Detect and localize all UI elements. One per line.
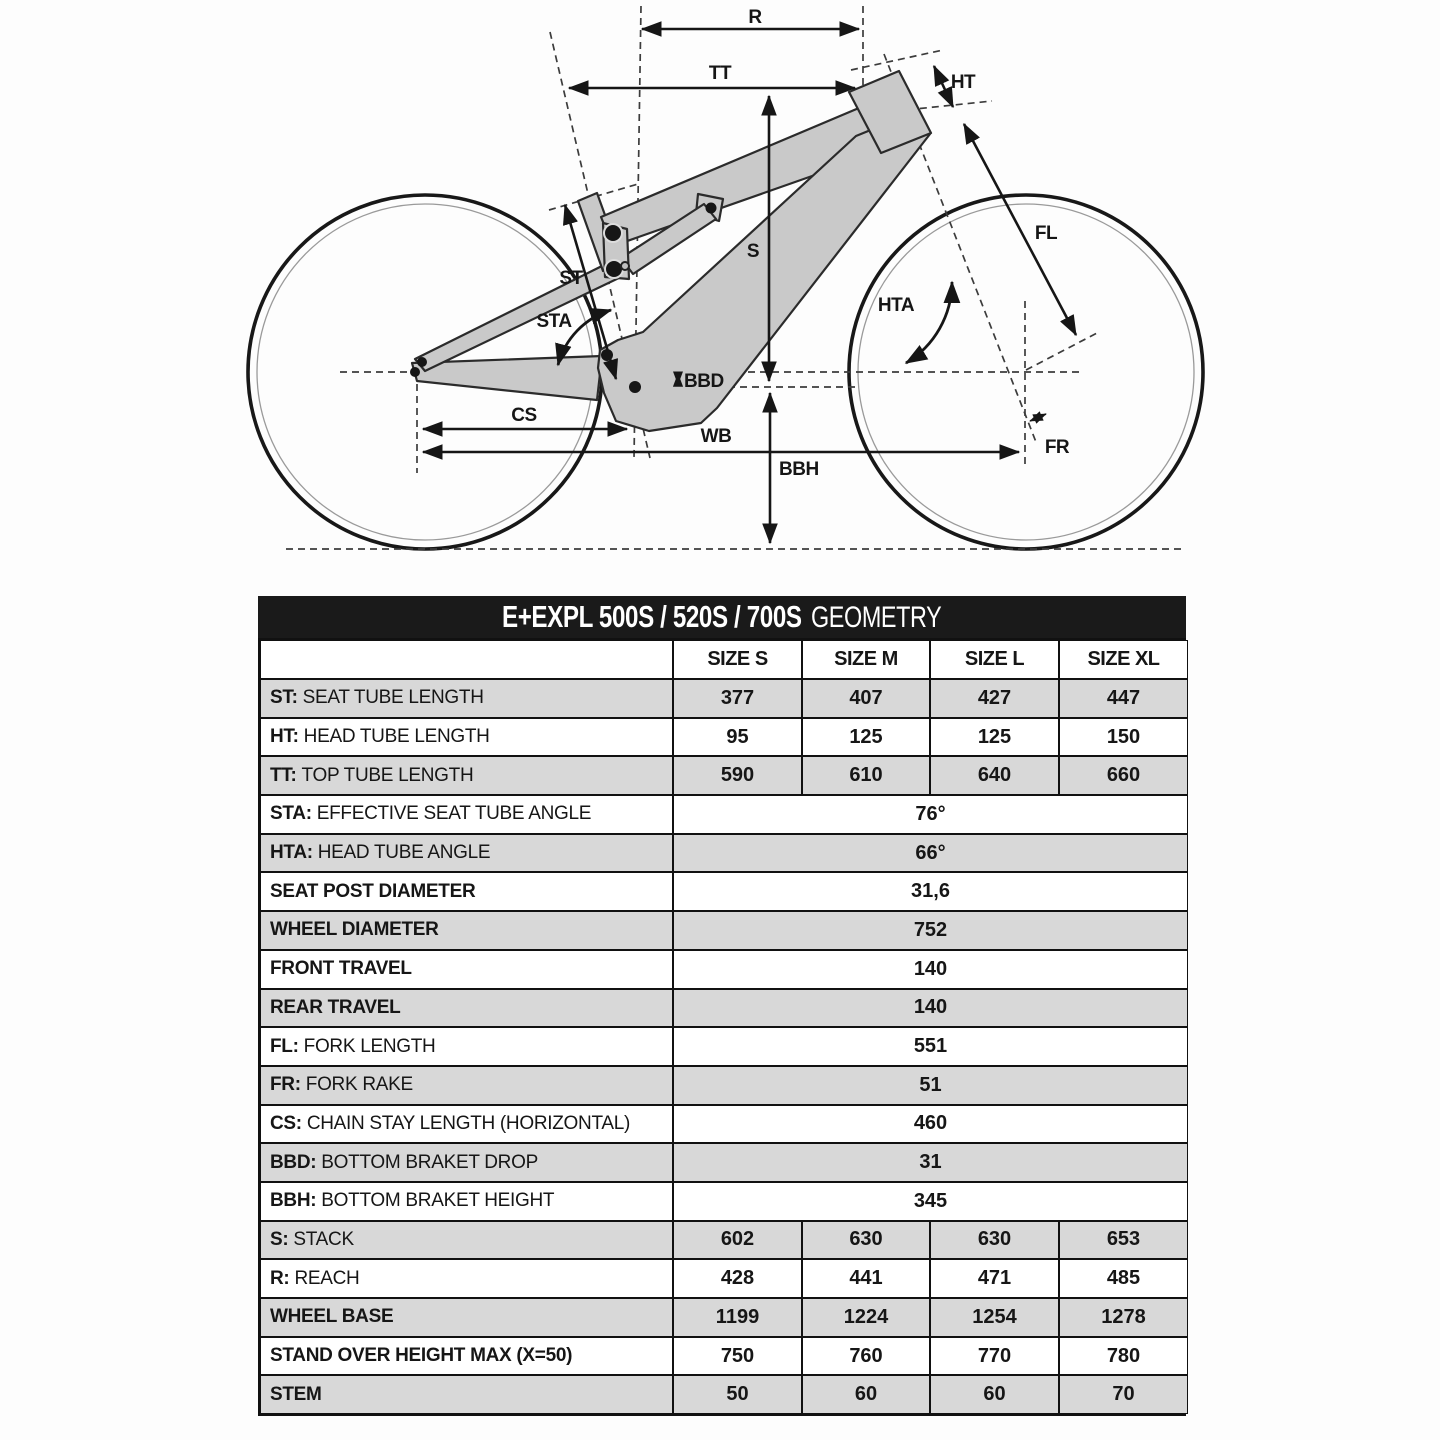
cell-value: 427 <box>930 679 1059 718</box>
cell-value: 1278 <box>1059 1298 1188 1337</box>
cell-value: 602 <box>673 1221 802 1260</box>
cell-value-merged: 76° <box>673 795 1188 834</box>
row-label: ST: SEAT TUBE LENGTH <box>260 679 673 718</box>
lower-pivot <box>605 260 623 278</box>
cell-value: 590 <box>673 756 802 795</box>
row-label: FRONT TRAVEL <box>260 950 673 989</box>
cell-value: 60 <box>930 1375 1059 1414</box>
cell-value: 60 <box>802 1375 930 1414</box>
cell-value-merged: 460 <box>673 1105 1188 1144</box>
cell-value-merged: 31,6 <box>673 872 1188 911</box>
rocker-pivot <box>706 203 717 214</box>
cell-value: 441 <box>802 1259 930 1298</box>
row-label: HT: HEAD TUBE LENGTH <box>260 718 673 757</box>
table-title <box>258 596 1186 638</box>
cell-value: 750 <box>673 1337 802 1376</box>
cell-value: 780 <box>1059 1337 1188 1376</box>
fork-offset-line <box>1026 332 1099 370</box>
cell-value: 1199 <box>673 1298 802 1337</box>
label-chainstay: CS <box>511 405 537 426</box>
rear-dropout-pivot <box>417 357 427 367</box>
row-label: WHEEL DIAMETER <box>260 911 673 950</box>
cell-value: 150 <box>1059 718 1188 757</box>
row-label: STEM <box>260 1375 673 1414</box>
label-wheelbase: WB <box>700 426 732 447</box>
cell-value: 377 <box>673 679 802 718</box>
label-stack: S <box>746 241 760 262</box>
row-label: S: STACK <box>260 1221 673 1260</box>
cell-value-merged: 551 <box>673 1027 1188 1066</box>
row-label: R: REACH <box>260 1259 673 1298</box>
column-header: SIZE S <box>673 640 802 679</box>
table-title-model: E+EXPL 500S / 520S / 700S <box>502 599 802 634</box>
cell-value: 485 <box>1059 1259 1188 1298</box>
cell-value: 630 <box>802 1221 930 1260</box>
row-label: STA: EFFECTIVE SEAT TUBE ANGLE <box>260 795 673 834</box>
cell-value: 125 <box>802 718 930 757</box>
label-fork-rake: FR <box>1044 437 1070 458</box>
upper-pivot <box>604 224 622 242</box>
label-bb-height: BBH <box>779 459 819 480</box>
row-label: REAR TRAVEL <box>260 989 673 1028</box>
column-header: SIZE XL <box>1059 640 1188 679</box>
label-bb-drop: BBD <box>684 371 724 392</box>
cell-value: 70 <box>1059 1375 1188 1414</box>
label-head-tube: HT <box>950 72 976 93</box>
cell-value: 1224 <box>802 1298 930 1337</box>
cell-value-merged: 345 <box>673 1182 1188 1221</box>
label-seat-tube: ST <box>559 268 583 289</box>
cell-value: 610 <box>802 756 930 795</box>
row-label: STAND OVER HEIGHT MAX (X=50) <box>260 1337 673 1376</box>
row-label: FR: FORK RAKE <box>260 1066 673 1105</box>
row-label: WHEEL BASE <box>260 1298 673 1337</box>
cell-value: 95 <box>673 718 802 757</box>
label-reach: R <box>748 7 762 28</box>
cell-value: 760 <box>802 1337 930 1376</box>
row-label: SEAT POST DIAMETER <box>260 872 673 911</box>
bike-geometry-diagram <box>0 0 1440 584</box>
row-label: HTA: HEAD TUBE ANGLE <box>260 834 673 873</box>
cell-value: 653 <box>1059 1221 1188 1260</box>
cell-value: 471 <box>930 1259 1059 1298</box>
cell-value-merged: 140 <box>673 950 1188 989</box>
cell-value-merged: 31 <box>673 1143 1188 1182</box>
cell-value: 125 <box>930 718 1059 757</box>
row-label: FL: FORK LENGTH <box>260 1027 673 1066</box>
cell-value: 428 <box>673 1259 802 1298</box>
cell-value: 640 <box>930 756 1059 795</box>
bottom-bracket <box>629 381 641 393</box>
cell-value: 50 <box>673 1375 802 1414</box>
row-label: BBD: BOTTOM BRAKET DROP <box>260 1143 673 1182</box>
label-fork-length: FL <box>1034 223 1058 244</box>
geometry-table <box>258 596 1186 1416</box>
small-pivot <box>621 262 629 270</box>
column-header: SIZE L <box>930 640 1059 679</box>
row-label: CS: CHAIN STAY LENGTH (HORIZONTAL) <box>260 1105 673 1144</box>
column-header-empty <box>260 640 673 679</box>
cell-value-merged: 140 <box>673 989 1188 1028</box>
cell-value-merged: 51 <box>673 1066 1188 1105</box>
fork-rake-arrow <box>1030 414 1046 421</box>
cell-value: 407 <box>802 679 930 718</box>
row-label: BBH: BOTTOM BRAKET HEIGHT <box>260 1182 673 1221</box>
cell-value-merged: 752 <box>673 911 1188 950</box>
table-title-suffix: GEOMETRY <box>811 601 942 634</box>
cell-value: 447 <box>1059 679 1188 718</box>
column-header: SIZE M <box>802 640 930 679</box>
cell-value-merged: 66° <box>673 834 1188 873</box>
label-top-tube: TT <box>708 63 732 84</box>
rear-axle <box>410 367 420 377</box>
head-tube-top-perpendicular-line <box>851 50 943 70</box>
cell-value: 660 <box>1059 756 1188 795</box>
label-seat-tube-angle: STA <box>536 311 572 332</box>
row-label: TT: TOP TUBE LENGTH <box>260 756 673 795</box>
cell-value: 630 <box>930 1221 1059 1260</box>
cell-value: 770 <box>930 1337 1059 1376</box>
label-head-tube-angle: HTA <box>877 295 915 316</box>
geometry-grid <box>258 638 1186 1416</box>
cell-value: 1254 <box>930 1298 1059 1337</box>
